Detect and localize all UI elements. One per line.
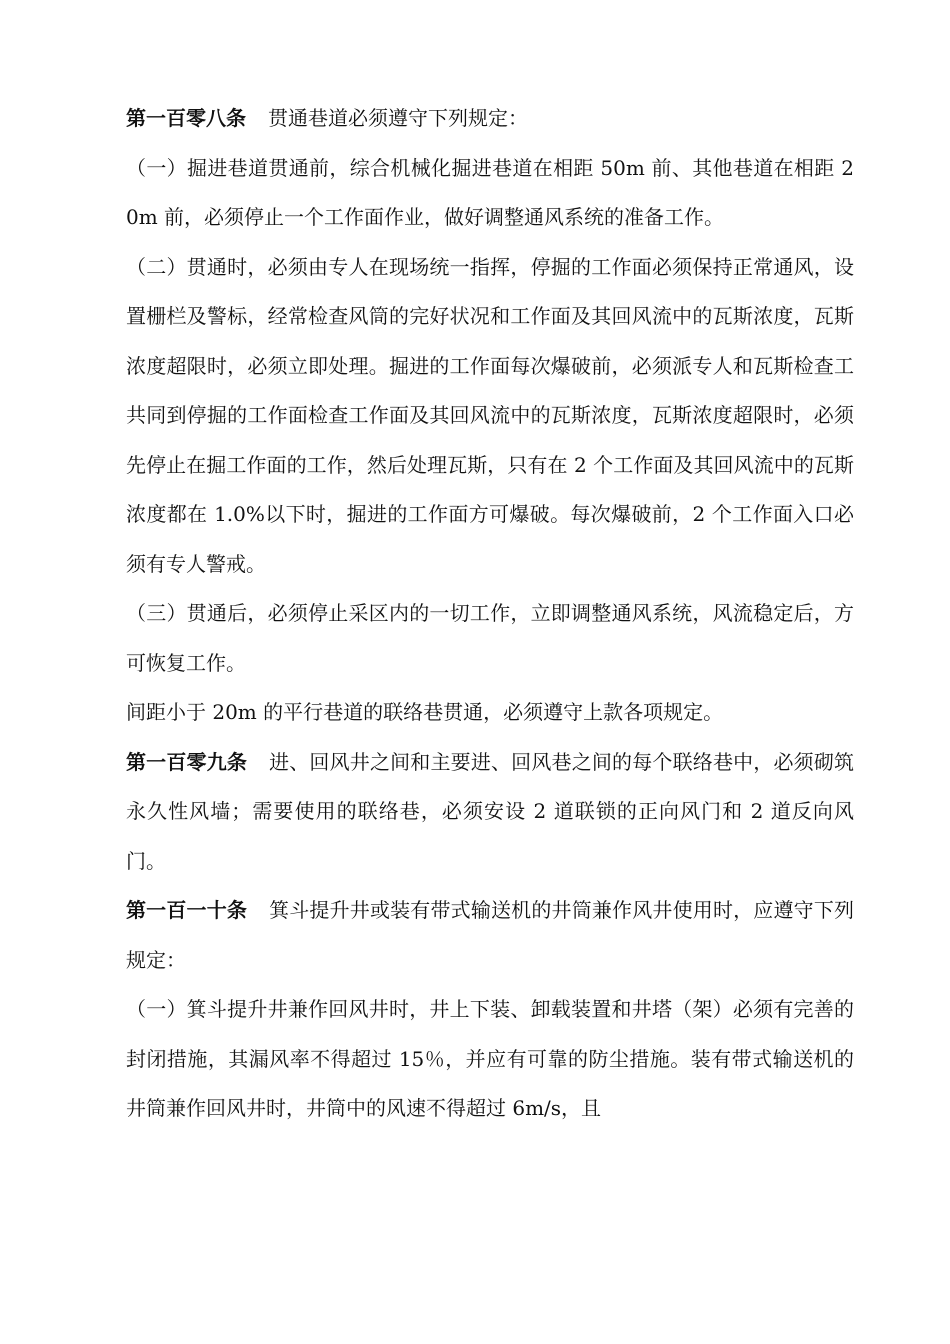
article-number: 第一百零九条 <box>126 749 248 774</box>
article-108-heading <box>126 94 854 144</box>
article-110-item-1: （一）箕斗提升井兼作回风井时，井上下装、卸载装置和井塔（架）必须有完善的封闭措施，其漏风率不得超过 15％，并应有可靠的防尘措施。装有带式输送机的井筒兼作回风井时，井筒中的风速不得超过 6m/s，且 <box>126 997 854 1120</box>
article-intro: 箕斗提升井或装有带式输送机的井筒兼作风井使用时，应遵守下列规定： <box>126 898 855 972</box>
article-108-item-3: （三）贯通后，必须停止采区内的一切工作，立即调整通风系统，风流稳定后，方可恢复工作。 <box>126 601 854 675</box>
article-108-item-2: （二）贯通时，必须由专人在现场统一指挥，停掘的工作面必须保持正常通风，设置栅栏及警标，经常检查风筒的完好状况和工作面及其回风流中的瓦斯浓度，瓦斯浓度超限时，必须立即处理。掘进的工作面每次爆破前，必须派专人和瓦斯检查工共同到停掘的工作面检查工作面及其回风流中的瓦斯浓度，瓦斯浓度超限时，必须先停止在掘工作面的工作，然后处理瓦斯，只有在 2 个工作面及其回风流中的瓦斯浓度都在 1.0%以下时，掘进的工作面方可爆破。每次爆破前，2 个工作面入口必须有专人警戒。 <box>126 254 854 576</box>
article-number: 第一百零八条 <box>126 106 246 130</box>
article-number: 第一百一十条 <box>126 898 248 922</box>
article-109-heading <box>126 738 854 887</box>
article-108-item-1: （一）掘进巷道贯通前，综合机械化掘进巷道在相距 50m 前、其他巷道在相距 20m 前，必须停止一个工作面作业，做好调整通风系统的准备工作。 <box>126 155 854 229</box>
article-intro: 贯通巷道必须遵守下列规定： <box>268 106 528 130</box>
document-body <box>126 94 854 1134</box>
article-intro: 进、回风井之间和主要进、回风巷之间的每个联络巷中，必须砌筑永久性风墙；需要使用的联络巷，必须安设 2 道联锁的正向风门和 2 道反向风门。 <box>126 749 855 873</box>
article-108-note: 间距小于 20m 的平行巷道的联络巷贯通，必须遵守上款各项规定。 <box>126 700 724 724</box>
article-110-heading <box>126 886 854 985</box>
